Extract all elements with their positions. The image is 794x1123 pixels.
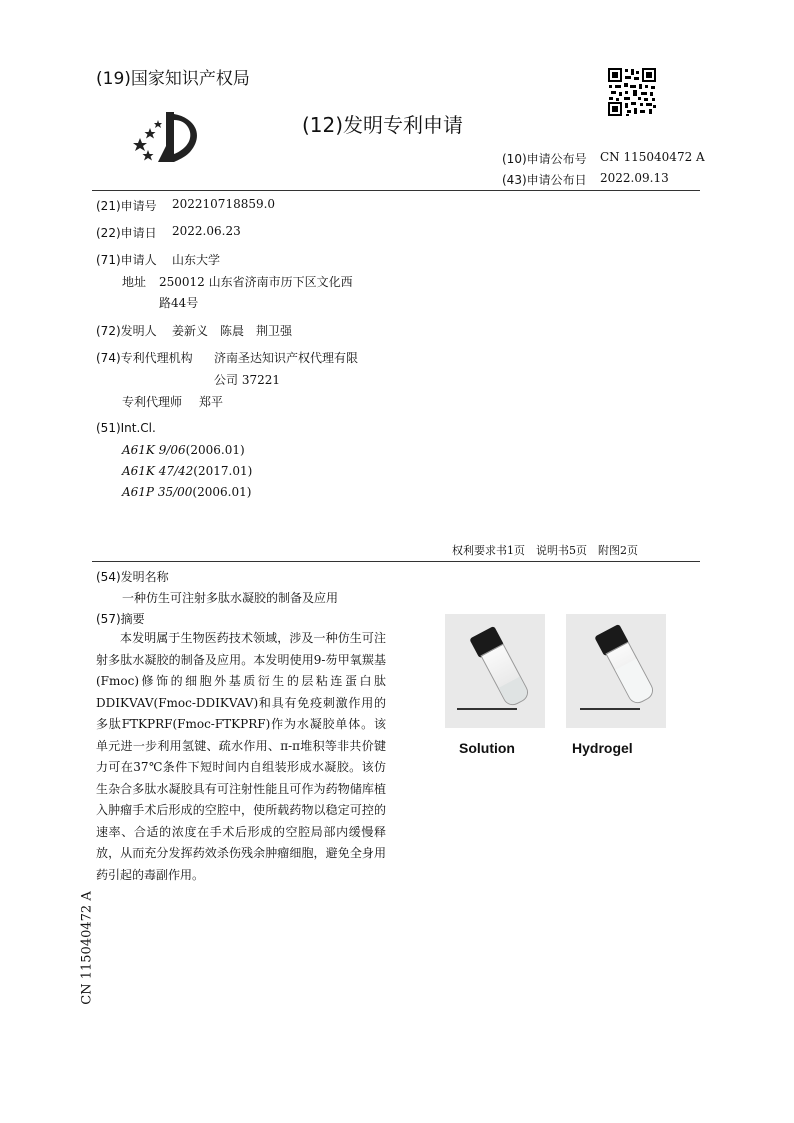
application-number-value: 202210718859.0 (172, 197, 276, 211)
invention-title: 一种仿生可注射多肽水凝胶的制备及应用 (122, 591, 339, 605)
ipc-version: (2006.01) (192, 485, 252, 499)
vial-stand (580, 708, 640, 710)
int-cl-label: (51)Int.Cl. (96, 421, 156, 435)
address-line-1: 250012 山东省济南市历下区文化西 (159, 275, 353, 289)
ipc-class-2 (122, 464, 252, 478)
ipc-code: A61P 35/00 (122, 485, 193, 499)
vial-tube (480, 643, 531, 708)
inventors-label: (72)发明人 (96, 324, 157, 338)
publication-number-label: (10)申请公布号 (502, 152, 587, 166)
abstract-body (96, 628, 386, 886)
application-number-label: (21)申请号 (96, 199, 157, 213)
ipc-version: (2017.01) (193, 464, 253, 478)
ipc-code: A61K 47/42 (122, 464, 194, 478)
ipc-code: A61K 9/06 (122, 443, 186, 457)
vial-gel (615, 659, 655, 706)
hydrogel-vial-photo (566, 614, 666, 728)
abstract-text: 本发明属于生物医药技术领域，涉及一种仿生可注射多肽水凝胶的制备及应用。本发明使用9-芴甲氧羰基(Fmoc)修饰的细胞外基质衍生的层粘连蛋白肽DDIKVAV(Fmoc-DDIKVAV)和具有免疫刺激作用的多肽FTKPRF(Fmoc-FTKPRF)作为水凝胶单体。该单元进一步利用氢键、疏水作用、π-π堆积等非共价键力可在37℃条件下短时间内自组装形成水凝胶。该仿生杂合多肽水凝胶具有可注射性能且可作为药物储库植入肿瘤手术后形成的空腔中，使所载药物以稳定可控的速率、合适的浓度在手术后形成的空腔局部内缓慢释放，从而充分发挥药效杀伤残余肿瘤细胞，避免全身用药引起的毒副作用。 (96, 631, 386, 882)
patent-agent-label: 专利代理师 (122, 395, 183, 409)
agency-line-1: 济南圣达知识产权代理有限 (214, 351, 359, 365)
application-date-label: (22)申请日 (96, 226, 157, 240)
vial-liquid (499, 677, 531, 708)
side-publication-number: CN 115040472 A (79, 891, 95, 1005)
figure-label-solution: Solution (459, 740, 515, 756)
section-rule (92, 561, 700, 562)
header-rule (92, 190, 700, 191)
publication-number-value: CN 115040472 A (600, 150, 705, 164)
abstract-label: (57)摘要 (96, 612, 145, 626)
solution-vial-photo (445, 614, 545, 728)
publication-date-label: (43)申请公布日 (502, 173, 587, 187)
ipc-class-1 (122, 443, 245, 457)
vial-stand (457, 708, 517, 710)
inventors-value: 姜新义 陈晨 荆卫强 (172, 324, 293, 338)
applicant-label: (71)申请人 (96, 253, 157, 267)
application-date-value: 2022.06.23 (172, 224, 241, 238)
invention-title-label: (54)发明名称 (96, 570, 169, 584)
address-label: 地址 (122, 275, 147, 289)
agency-label: (74)专利代理机构 (96, 351, 193, 365)
vial-tube (605, 641, 656, 706)
patent-agent-value: 郑平 (199, 395, 224, 409)
figure-label-hydrogel: Hydrogel (572, 740, 633, 756)
document-kind-title: (12)发明专利申请 (302, 113, 464, 137)
agency-line-2: 公司 37221 (214, 373, 280, 387)
publication-date-value: 2022.09.13 (600, 171, 669, 185)
patent-office-logo-icon (130, 108, 206, 166)
applicant-value: 山东大学 (172, 253, 221, 267)
address-line-2: 路44号 (159, 296, 199, 310)
qr-code-icon (607, 67, 657, 117)
ipc-version: (2006.01) (185, 443, 245, 457)
patent-office-name: (19)国家知识产权局 (96, 69, 250, 89)
ipc-class-3 (122, 485, 251, 499)
page-counts: 权利要求书1页 说明书5页 附图2页 (452, 544, 638, 557)
